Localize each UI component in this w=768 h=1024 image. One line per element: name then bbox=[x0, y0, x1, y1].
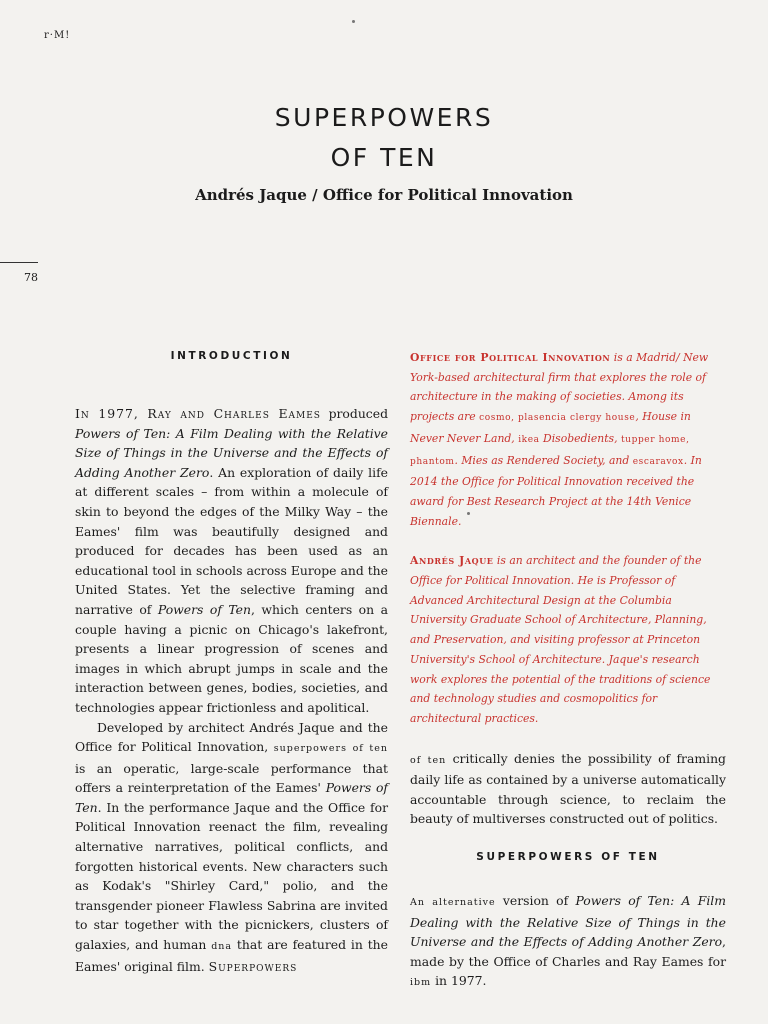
film-lead-in: An alternative bbox=[410, 897, 496, 909]
text-run: , made by the Office of Charles and Ray Eames for bbox=[410, 934, 726, 969]
project-names: ikea bbox=[518, 434, 540, 445]
work-title: superpowers of ten bbox=[273, 743, 388, 755]
text-run: critically denies the possibility of framing daily life as contained by a universe automatically accountable through science, to reclaim the beauty of multiverses constructed out of politics. bbox=[410, 750, 726, 827]
page-number: 78 bbox=[24, 271, 38, 284]
acronym-dna: dna bbox=[211, 941, 233, 953]
acronym-ibm: ibm bbox=[410, 977, 432, 989]
bio-andres-jaque bbox=[410, 551, 726, 728]
text-run: is an operatic, large-scale performance that offers a reinterpretation of the Eames' bbox=[75, 760, 388, 796]
section-heading-introduction: INTRODUCTION bbox=[170, 350, 293, 362]
work-title-continued: of ten bbox=[410, 754, 447, 766]
page-title bbox=[0, 98, 768, 178]
text-run: , House in Never Never Land, bbox=[410, 410, 691, 445]
bio-office-name: Office for Political Innovation bbox=[410, 351, 611, 364]
text-run: . Mies as Rendered Society, and bbox=[454, 453, 633, 467]
film-title-short: Powers of Ten bbox=[75, 780, 389, 815]
work-title: Superpowers bbox=[208, 958, 298, 974]
intro-paragraph-2-continued bbox=[410, 749, 726, 829]
text-run: , which centers on a couple having a picnic on Chicago's lakefront, presents a linear progression of scenes and images in which abrupt jumps in scale and the interaction between genes, bodies, societies, and technologies appear frictionless and apolitical. bbox=[75, 601, 388, 715]
scan-speck bbox=[467, 512, 470, 515]
film-paragraph bbox=[410, 891, 726, 993]
section-heading-superpowers: SUPERPOWERS OF TEN bbox=[476, 851, 660, 864]
text-run: . An exploration of daily life at different scales – from within a molecule of skin to beyond the edges of the Milky Way – the Eames' film was beautifully designed and produced for decades has been used as an educational tool in schools across Europe and the United States. Yet the selective framing and narrative of bbox=[75, 464, 389, 617]
title-line-1: SUPERPOWERS bbox=[274, 103, 494, 132]
text-run: version of bbox=[495, 893, 576, 909]
bio-office bbox=[410, 348, 726, 531]
text-run: that are featured in the Eames' original film. bbox=[75, 937, 388, 974]
margin-rule bbox=[0, 262, 38, 263]
text-run: Developed by architect Andrés Jaque and the Office for Political Innovation, bbox=[75, 719, 388, 755]
project-names: escaravox bbox=[632, 456, 684, 467]
text-run: . In 2014 the Office for Political Innovation received the award for Best Research Project at the 14th Venice Biennale. bbox=[410, 453, 702, 528]
intro-paragraph-2 bbox=[75, 718, 388, 977]
corner-mark: r·M! bbox=[44, 30, 71, 41]
author-subtitle: Andrés Jaque / Office for Political Innovation bbox=[195, 186, 573, 204]
text-run: is an architect and the founder of the Office for Political Innovation. He is Professor of Advanced Architectural Design at the Columbia University Graduate School of Architecture, Planning, and Preservation, and visiting professor at Princeton University's School of Architecture. Jaque's research work explores the potential of the traditions of science and technology studies and cosmopolitics for architectural practices. bbox=[410, 554, 711, 725]
intro-paragraph-1 bbox=[75, 404, 388, 718]
project-names: cosmo, plasencia clergy house bbox=[479, 413, 636, 424]
scan-speck bbox=[352, 20, 355, 23]
intro-lead-in: In 1977, Ray and Charles Eames bbox=[75, 406, 321, 421]
project-names: tupper home, phantom bbox=[410, 434, 690, 467]
text-run: Disobedients, bbox=[539, 431, 621, 445]
text-run: . In the performance Jaque and the Office for Political Innovation reenact the film, revealing alternative narratives, political conflicts, and forgotten historical events. New characters such as Kodak's "Shirley Card," polio, and the transgender pioneer Flawless Sabrina are invited to star together with the picnickers, clusters of galaxies, and human bbox=[75, 799, 388, 953]
title-line-2: OF TEN bbox=[330, 143, 438, 172]
film-title-short: Powers of Ten bbox=[157, 601, 251, 617]
text-run: is a Madrid/ New York-based architectural firm that explores the role of architecture in the making of societies. Among its projects are bbox=[410, 351, 709, 424]
film-title: Powers of Ten: A Film Dealing with the Relative Size of Things in the Universe and the Effects of Adding Another Zero bbox=[410, 893, 726, 950]
bio-jaque-name: Andrés Jaque bbox=[410, 554, 494, 568]
left-column bbox=[75, 348, 388, 976]
text-run: produced bbox=[320, 406, 388, 421]
film-title: Powers of Ten: A Film Dealing with the Relative Size of Things in the Universe and the Effects of Adding Another Zero bbox=[75, 425, 388, 480]
text-run: in 1977. bbox=[431, 973, 487, 989]
right-column bbox=[410, 348, 726, 993]
